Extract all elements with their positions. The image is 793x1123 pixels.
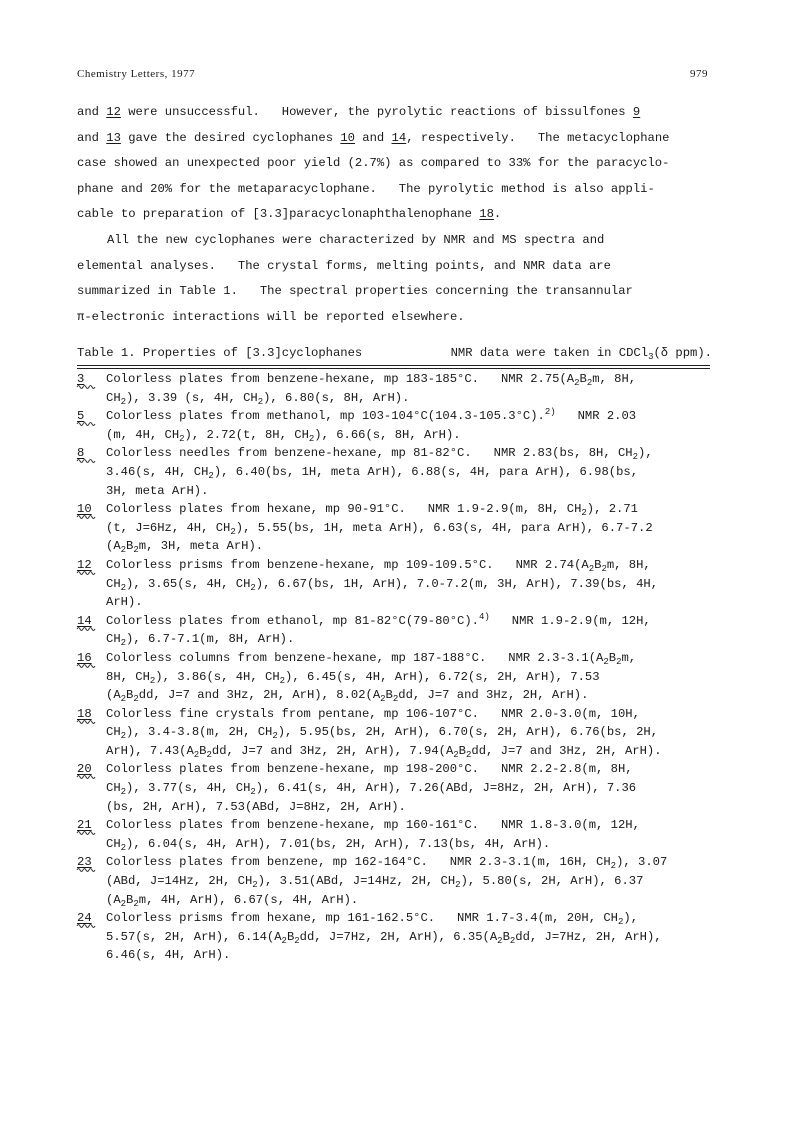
- wavy-underline-icon: [77, 458, 95, 463]
- compound-ref: 10: [340, 130, 355, 145]
- compound-description: Colorless needles from benzene-hexane, mp 81-82°C. NMR 2.83(bs, 8H, $CH_2$), 3.46(s, 4H, $CH_2$), 6.40(bs, 1H, meta ArH), 6.88(s, 4H, para ArH), 6.98(bs, 3H, meta ArH).: [106, 446, 653, 498]
- table-row: [77, 444, 710, 500]
- subscript: 2: [120, 638, 127, 649]
- wavy-underline-icon: [77, 384, 95, 389]
- subscript: 2: [632, 452, 638, 463]
- compound-number: [77, 370, 106, 407]
- compound-description: Colorless prisms from benzene-hexane, mp 109-109.5°C. NMR $2.74(A_2B_2m$, 8H, $CH_2$), 3.65(s, 4H, $CH_2$), 6.67(bs, 1H, ArH), 7.0-7.2(m, 3H, ArH), 7.39(bs, 4H, ArH).: [106, 557, 659, 610]
- compound-number-label: 3: [77, 372, 85, 386]
- compound-number-label: 23: [77, 855, 92, 870]
- wavy-underline-icon: [77, 830, 95, 835]
- compound-number: [77, 705, 106, 761]
- table-caption: [77, 345, 712, 361]
- subscript: 2: [279, 675, 286, 686]
- paragraph-2: All the new cyclophanes were characterized by NMR and MS spectra and elemental analyses. The crystal forms, melting points, and NMR data are summarized in Table 1. The spectral properties concerning the transannular π-electronic interactions will be reported elsewhere.: [77, 232, 633, 324]
- table-note-tail: (δ ppm).: [653, 346, 712, 360]
- wavy-underline-icon: [77, 774, 95, 779]
- subscript: 2: [610, 861, 617, 872]
- compound-description: Colorless prisms from hexane, mp 161-162.5°C. NMR 1.7-3.4(m, 20H, $CH_2$), 5.57(s, 2H, ArH), $6.14(A_2B_2dd$, J=7Hz, 2H, ArH), $6.35(A_2B_2dd$, J=7Hz, 2H, ArH), 6.46(s, 4H, ArH).: [106, 911, 662, 963]
- subscript: 2: [120, 545, 127, 556]
- compound-number: [77, 909, 106, 965]
- wavy-underline-icon: [77, 626, 95, 631]
- subscript: 2: [120, 396, 127, 407]
- table-row: [77, 500, 710, 556]
- table-row: [77, 705, 710, 761]
- subscript: 2: [455, 880, 461, 891]
- subscript: 2: [230, 526, 236, 537]
- table-row: [77, 649, 710, 705]
- subscript: 2: [149, 675, 156, 686]
- reference-superscript: 4): [479, 611, 490, 622]
- compound-number: [77, 853, 106, 909]
- subscript: 2: [586, 378, 593, 388]
- subscript: 2: [120, 694, 127, 705]
- subscript: 2: [120, 582, 127, 593]
- subscript: 2: [133, 898, 139, 909]
- table-body: [77, 370, 710, 965]
- table-note-text: NMR data were taken in CDCl: [450, 346, 649, 360]
- subscript: 2: [193, 749, 200, 760]
- compound-description: Colorless plates from benzene-hexane, mp 160-161°C. NMR 1.8-3.0(m, 12H, $CH_2$), 6.04(s, 4H, ArH), 7.01(bs, 2H, ArH), 7.13(bs, 4H, ArH).: [106, 818, 640, 853]
- subscript: 2: [250, 787, 256, 798]
- journal-running-head: Chemistry Letters, 1977: [77, 68, 196, 80]
- subscript: 2: [257, 396, 264, 407]
- subscript: 2: [466, 749, 472, 760]
- wavy-underline-icon: [77, 570, 95, 575]
- compound-number-label: 8: [77, 446, 85, 461]
- table-row: [77, 760, 710, 816]
- subscript: 2: [281, 935, 287, 946]
- wavy-underline-icon: [77, 923, 95, 928]
- compound-number: [77, 500, 106, 556]
- compound-number-label: 16: [77, 650, 92, 665]
- subscript: 2: [581, 508, 587, 519]
- table-row: [77, 853, 710, 909]
- compound-description: Colorless plates from hexane, mp 90-91°C. NMR 1.9-2.9(m, 8H, $CH_2$), 2.71 (t, J=6Hz, 4H, $CH_2$), 5.55(bs, 1H, meta ArH), 6.63(s, 4H, para ArH), 6.7-7.2 ($A_2B_2m$, 3H, meta ArH).: [106, 502, 653, 556]
- compound-number-label: 12: [77, 557, 92, 572]
- wavy-underline-icon: [77, 719, 95, 724]
- compound-ref: 18: [479, 207, 494, 222]
- table-note: [451, 345, 712, 361]
- subscript: 2: [453, 749, 459, 760]
- compound-description: Colorless plates from benzene-hexane, mp 198-200°C. NMR 2.2-2.8(m, 8H, $CH_2$), 3.77(s, 4H, $CH_2$), 6.41(s, 4H, ArH), 7.26(ABd, J=8Hz, 2H, ArH), 7.36 (bs, 2H, ArH), 7.53(ABd, J=8Hz, 2H, ArH).: [106, 762, 637, 814]
- wavy-underline-icon: [77, 867, 95, 872]
- compound-number-label: 21: [77, 818, 92, 833]
- subscript: 2: [308, 433, 315, 444]
- compound-description: Colorless plates from methanol, mp 103-104°C(104.3-105.3°C).$^{2)}$ NMR 2.03 (m, 4H, $CH_2$), 2.72(t, 8H, $CH_2$), 6.66(s, 8H, ArH).: [106, 407, 637, 444]
- subscript: 2: [133, 545, 139, 556]
- subscript: 2: [497, 935, 503, 946]
- table-note-sub: 3: [648, 352, 654, 362]
- compound-description: Colorless columns from benzene-hexane, mp 187-188°C. NMR $2.3-3.1(A_2B_2m$, 8H, $CH_2$), 3.86(s, 4H, $CH_2$), 6.45(s, 4H, ArH), 6.72(s, 2H, ArH), 7.53 ($A_2B_2dd$, J=7 and 3Hz, 2H, ArH), $8.02(A_2B_2dd$, J=7 and 3Hz, 2H, ArH).: [106, 650, 637, 705]
- subscript: 2: [120, 731, 127, 742]
- subscript: 2: [574, 378, 580, 388]
- compound-number-label: 5: [77, 409, 85, 424]
- compound-number: [77, 612, 106, 649]
- table-row: [77, 909, 710, 965]
- wavy-underline-icon: [77, 421, 95, 426]
- table-rule: [77, 365, 710, 369]
- compound-description: Colorless fine crystals from pentane, mp 106-107°C. NMR 2.0-3.0(m, 10H, $CH_2$), 3.4-3.8(m, 2H, $CH_2$), 5.95(bs, 2H, ArH), 6.70(s, 2H, ArH), 6.76(bs, 2H, ArH), $7.43(A_2B_2dd$, J=7 and 3Hz, 2H, ArH), $7.94(A_2B_2dd$, J=7 and 3Hz, 2H, ArH).: [106, 706, 662, 760]
- subscript: 2: [208, 470, 214, 481]
- compound-ref: 9: [632, 105, 641, 119]
- subscript: 2: [392, 694, 399, 705]
- subscript: 2: [588, 563, 595, 574]
- subscript: 2: [120, 787, 127, 798]
- subscript: 2: [294, 935, 300, 946]
- subscript: 2: [380, 694, 386, 705]
- subscript: 2: [120, 842, 127, 853]
- table-title: Table 1. Properties of [3.3]cyclophanes: [77, 346, 363, 360]
- wavy-underline-icon: [77, 663, 95, 668]
- table-row: [77, 556, 710, 612]
- paragraph-1: and 12 were unsuccessful. However, the pyrolytic reactions of bissulfones 9 and 13 gave the desired cyclophanes 10 and 14, respectively. The metacyclophane case showed an unexpected poor yield (2.7%) as compared to 33% for the paracyclo- phane and 20% for the metaparacyclophane. The pyrolytic method is also appli- cable to preparation of [3.3]paracyclonaphthalenophane 18.: [77, 105, 670, 222]
- compound-number-label: 14: [77, 613, 92, 628]
- subscript: 2: [616, 656, 622, 667]
- subscript: 2: [603, 656, 609, 667]
- compound-number: [77, 760, 106, 816]
- compound-number: [77, 407, 106, 444]
- subscript: 2: [617, 917, 624, 928]
- page-number: 979: [690, 68, 708, 80]
- subscript: 2: [179, 433, 185, 444]
- subscript: 2: [601, 563, 607, 574]
- table-row: [77, 612, 710, 649]
- compound-number: [77, 649, 106, 705]
- subscript: 2: [252, 880, 258, 891]
- subscript: 2: [272, 731, 278, 742]
- subscript: 2: [206, 749, 212, 760]
- body-text: [77, 100, 712, 330]
- compound-description: Colorless plates from benzene, mp 162-164°C. NMR 2.3-3.1(m, 16H, $CH_2$), 3.07 (ABd, J=14Hz, 2H, $CH_2$), 3.51(ABd, J=14Hz, 2H, $CH_2$), 5.80(s, 2H, ArH), 6.37 ($A_2B_2m$, 4H, ArH), 6.67(s, 4H, ArH).: [106, 855, 668, 909]
- compound-ref: 13: [106, 130, 121, 145]
- page-header: [77, 68, 708, 80]
- compound-number-label: 18: [77, 706, 92, 721]
- subscript: 2: [509, 935, 516, 946]
- wavy-underline-icon: [77, 514, 95, 519]
- compound-number: [77, 816, 106, 853]
- compound-number-label: 10: [77, 502, 92, 517]
- compound-number: [77, 556, 106, 612]
- subscript: 2: [250, 582, 256, 593]
- compound-ref: 14: [391, 130, 407, 145]
- compound-description: Colorless plates from benzene-hexane, mp 183-185°C. NMR $2.75(A_2B_2m$, 8H, $CH_2$), 3.39 (s, 4H, $CH_2$), 6.80(s, 8H, ArH).: [106, 372, 637, 407]
- reference-superscript: 2): [544, 407, 556, 418]
- subscript: 2: [133, 694, 139, 705]
- compound-number-label: 20: [77, 762, 92, 777]
- compound-description: Colorless plates from ethanol, mp 81-82°C(79-80°C).$^{4)}$ NMR 1.9-2.9(m, 12H, $CH_2$), 6.7-7.1(m, 8H, ArH).: [106, 611, 651, 649]
- compound-number: [77, 444, 106, 500]
- compound-number-label: 24: [77, 911, 92, 926]
- compound-ref: 12: [106, 105, 121, 119]
- subscript: 2: [120, 898, 127, 909]
- table-row: [77, 816, 710, 853]
- table-row: [77, 407, 710, 444]
- table-row: [77, 370, 710, 407]
